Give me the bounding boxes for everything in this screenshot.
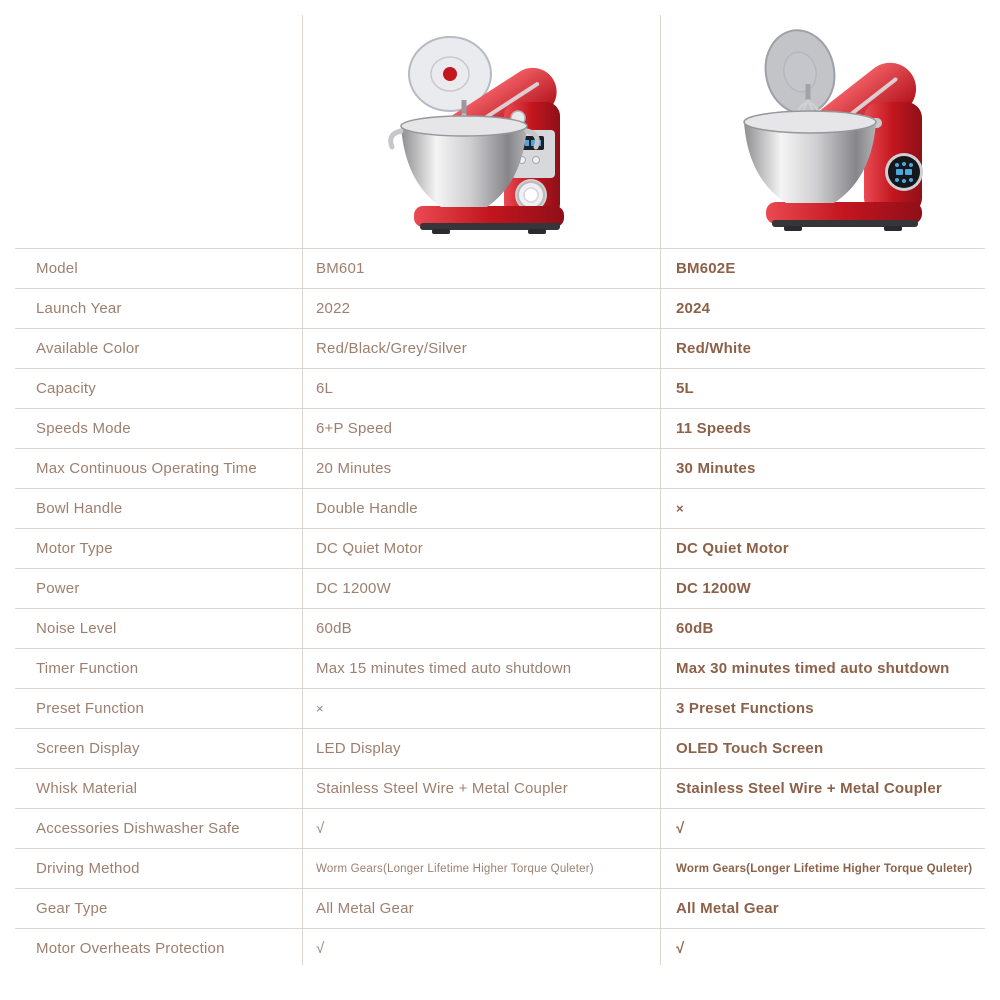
bm601-value: LED Display xyxy=(316,740,401,757)
feature-label: Motor Overheats Protection xyxy=(36,940,225,957)
bm601-value: × xyxy=(316,701,324,716)
feature-label: Whisk Material xyxy=(36,780,138,797)
bm601-value: 6+P Speed xyxy=(316,420,393,437)
feature-label: Capacity xyxy=(36,380,96,397)
mixing-bowl xyxy=(744,111,876,203)
bm601-value: BM601 xyxy=(316,260,365,277)
bm601-value: Worm Gears(Longer Lifetime Higher Torque Quleter) xyxy=(316,862,594,875)
bm602e-value: Stainless Steel Wire + Metal Coupler xyxy=(676,780,942,797)
table-row xyxy=(15,408,985,448)
table-row xyxy=(15,768,985,808)
feature-label: Screen Display xyxy=(36,740,140,757)
spec-comparison-table xyxy=(15,248,985,968)
feature-label: Bowl Handle xyxy=(36,500,123,517)
table-row xyxy=(15,848,985,888)
bm602e-value: √ xyxy=(676,940,685,957)
bm602e-value: 3 Preset Functions xyxy=(676,700,814,717)
table-row xyxy=(15,448,985,488)
table-row xyxy=(15,568,985,608)
bm601-value: 60dB xyxy=(316,620,352,637)
table-row xyxy=(15,488,985,528)
feature-label: Motor Type xyxy=(36,540,113,557)
bm601-value: √ xyxy=(316,820,325,837)
bm601-value: 2022 xyxy=(316,300,351,317)
feature-label: Speeds Mode xyxy=(36,420,131,437)
bm602e-value: 11 Speeds xyxy=(676,420,752,437)
bm602e-value: DC Quiet Motor xyxy=(676,540,789,557)
feature-label: Available Color xyxy=(36,340,140,357)
table-row xyxy=(15,648,985,688)
bm602e-value: BM602E xyxy=(676,260,736,277)
bm601-value: 6L xyxy=(316,380,334,397)
bm601-value: All Metal Gear xyxy=(316,900,414,917)
bm602e-value: 2024 xyxy=(676,300,711,317)
bm602e-value: Worm Gears(Longer Lifetime Higher Torque Quleter) xyxy=(676,862,973,875)
table-row xyxy=(15,808,985,848)
table-row xyxy=(15,608,985,648)
bm602e-value: Max 30 minutes timed auto shutdown xyxy=(676,660,950,677)
table-row xyxy=(15,328,985,368)
table-row xyxy=(15,288,985,328)
feature-label: Driving Method xyxy=(36,860,140,877)
product-image-bm601 xyxy=(358,14,573,236)
bm602e-value: 30 Minutes xyxy=(676,460,756,477)
bm601-value: DC 1200W xyxy=(316,580,391,597)
feature-label: Power xyxy=(36,580,80,597)
bm602e-value: OLED Touch Screen xyxy=(676,740,824,757)
bm602e-value: √ xyxy=(676,820,685,837)
table-row xyxy=(15,728,985,768)
bm602e-value: All Metal Gear xyxy=(676,900,779,917)
bm601-value: Red/Black/Grey/Silver xyxy=(316,340,467,357)
bm601-value: Double Handle xyxy=(316,500,418,517)
feature-label: Accessories Dishwasher Safe xyxy=(36,820,240,837)
table-row xyxy=(15,248,985,288)
table-row xyxy=(15,888,985,928)
bm601-value: 20 Minutes xyxy=(316,460,392,477)
bm601-value: Max 15 minutes timed auto shutdown xyxy=(316,660,572,677)
bm601-value: Stainless Steel Wire + Metal Coupler xyxy=(316,780,568,797)
feature-label: Timer Function xyxy=(36,660,139,677)
base xyxy=(766,202,922,231)
base xyxy=(414,206,564,234)
table-row xyxy=(15,688,985,728)
table-row xyxy=(15,928,985,968)
bm601-value: √ xyxy=(316,940,325,957)
feature-label: Noise Level xyxy=(36,620,117,637)
bm601-value: DC Quiet Motor xyxy=(316,540,423,557)
feature-label: Preset Function xyxy=(36,700,145,717)
feature-label: Max Continuous Operating Time xyxy=(36,460,257,477)
bm602e-value: DC 1200W xyxy=(676,580,751,597)
table-row xyxy=(15,528,985,568)
bm602e-value: 5L xyxy=(676,380,694,397)
feature-label: Launch Year xyxy=(36,300,122,317)
bm602e-value: × xyxy=(676,501,684,516)
table-row xyxy=(15,368,985,408)
feature-label: Model xyxy=(36,260,78,277)
bm602e-value: 60dB xyxy=(676,620,714,637)
feature-label: Gear Type xyxy=(36,900,108,917)
product-image-bm602e xyxy=(708,6,940,232)
bm602e-value: Red/White xyxy=(676,340,752,357)
